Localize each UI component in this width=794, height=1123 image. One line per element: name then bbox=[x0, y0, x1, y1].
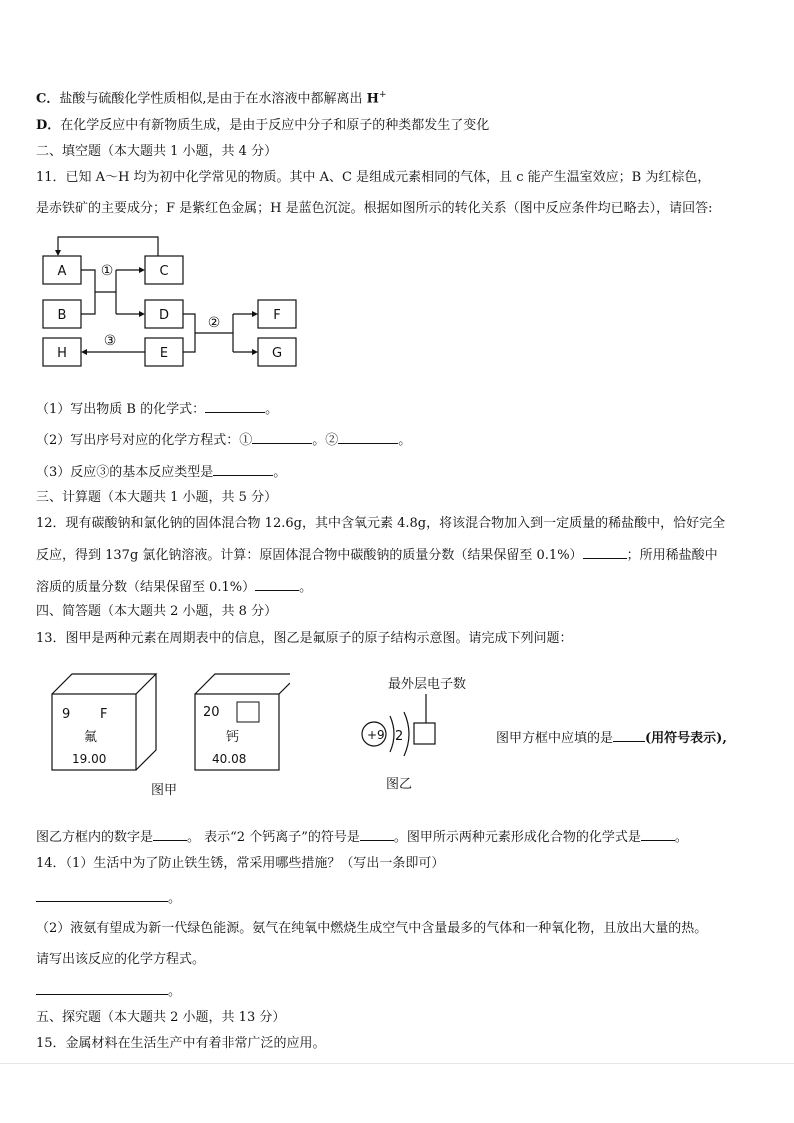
answer-blank[interactable] bbox=[205, 400, 265, 413]
calcium-number: 20 bbox=[203, 705, 220, 720]
figure-yi-caption: 图乙 bbox=[386, 777, 413, 792]
figure-yi bbox=[348, 672, 478, 796]
question-11-part1: （1）写出物质 B 的化学式： 。 bbox=[36, 402, 279, 417]
reaction-2-mark: ② bbox=[207, 315, 221, 331]
inner-shell-count: 2 bbox=[395, 729, 404, 744]
option-c: C．盐酸与硫酸化学性质相似,是由于在水溶液中都解离出 H+ bbox=[36, 90, 387, 107]
question-13-text: 13．图甲是两种元素在周期表中的信息，图乙是氟原子的原子结构示意图。请完成下列问题： bbox=[36, 631, 573, 646]
question-14-part2-answer: 。 bbox=[36, 982, 181, 1001]
figure-jia-caption: 图甲 bbox=[151, 783, 178, 798]
section-3-heading: 三、计算题（本大题共 1 小题，共 5 分） bbox=[36, 490, 278, 505]
question-14-part1: 14．（1）生活中为了防止铁生锈，常采用哪些措施？（写出一条即可） bbox=[36, 856, 445, 871]
section-5-heading: 五、探究题（本大题共 2 小题，共 13 分） bbox=[36, 1010, 286, 1025]
fluorine-symbol: F bbox=[100, 707, 108, 722]
question-14-part2-line1: （2）液氨有望成为新一代绿色能源。氨气在纯氧中燃烧生成空气中含量最多的气体和一种氧化物，且放出大量的热。 bbox=[36, 921, 708, 936]
page-bottom-rule bbox=[0, 1063, 794, 1064]
question-11-part3: （3）反应③的基本反应类型是 。 bbox=[36, 465, 287, 480]
conversion-diagram bbox=[40, 228, 310, 370]
question-14-part1-answer: 。 bbox=[36, 889, 181, 908]
fluorine-number: 9 bbox=[62, 707, 71, 722]
question-13-blanks: 图乙方框内的数字是 。 表示“2 个钙离子”的符号是 。图甲所示两种元素形成化合物的化学式是 。 bbox=[36, 830, 688, 845]
box-f-label: F bbox=[273, 308, 281, 323]
box-g-label: G bbox=[271, 346, 283, 361]
answer-blank[interactable] bbox=[36, 889, 168, 902]
answer-blank[interactable] bbox=[36, 982, 168, 995]
box-c-label: C bbox=[159, 264, 169, 279]
answer-blank[interactable] bbox=[360, 828, 394, 841]
calcium-name: 钙 bbox=[226, 730, 240, 745]
question-11-line1: 11．已知 A～H 均为初中化学常见的物质。其中 A、C 是组成元素相同的气体，且 c 能产生温室效应；B 为红棕色， bbox=[36, 170, 711, 185]
answer-blank[interactable] bbox=[252, 431, 312, 444]
question-15-text: 15．金属材料在生活生产中有着非常广泛的应用。 bbox=[36, 1036, 326, 1051]
answer-blank[interactable] bbox=[255, 578, 299, 591]
outer-shell-label: 最外层电子数 bbox=[388, 677, 467, 692]
box-d-label: D bbox=[158, 308, 170, 323]
box-b-label: B bbox=[57, 308, 67, 323]
nucleus-charge: +9 bbox=[367, 728, 385, 742]
answer-blank[interactable] bbox=[153, 828, 187, 841]
question-11-part2: （2）写出序号对应的化学方程式：① 。② 。 bbox=[36, 433, 412, 448]
question-12-line2: 反应，得到 137g 氯化钠溶液。计算：原固体混合物中碳酸钠的质量分数（结果保留至 0.1%） ；所用稀盐酸中 bbox=[36, 548, 718, 563]
box-e-label: E bbox=[159, 346, 169, 361]
answer-box[interactable] bbox=[414, 723, 435, 744]
section-4-heading: 四、简答题（本大题共 2 小题，共 8 分） bbox=[36, 604, 278, 619]
answer-blank[interactable] bbox=[641, 828, 675, 841]
section-2-heading: 二、填空题（本大题共 1 小题，共 4 分） bbox=[36, 144, 278, 159]
question-12-line3: 溶质的质量分数（结果保留至 0.1%） 。 bbox=[36, 580, 313, 595]
reaction-3-mark: ③ bbox=[103, 333, 117, 349]
calcium-mass: 40.08 bbox=[212, 752, 247, 766]
question-12-line1: 12．现有碳酸钠和氯化钠的固体混合物 12.6g，其中含氧元素 4.8g，将该混合物加入到一定质量的稀盐酸中，恰好完全 bbox=[36, 516, 726, 531]
box-h-label: H bbox=[57, 346, 67, 361]
box-a-label: A bbox=[57, 264, 67, 279]
figure-jia bbox=[40, 666, 290, 802]
question-11-line2: 是赤铁矿的主要成分；F 是紫红色金属；H 是蓝色沉淀。根据如图所示的转化关系（图中反应条件均已略去），请回答: bbox=[36, 201, 713, 216]
figure-jia-fill: 图甲方框中应填的是 (用符号表示), bbox=[496, 731, 727, 746]
answer-blank[interactable] bbox=[583, 546, 627, 559]
question-14-part2-line2: 请写出该反应的化学方程式。 bbox=[36, 952, 206, 967]
answer-blank[interactable] bbox=[338, 431, 398, 444]
option-d: D．在化学反应中有新物质生成，是由于反应中分子和原子的种类都发生了变化 bbox=[36, 118, 490, 133]
answer-blank[interactable] bbox=[613, 729, 645, 742]
fluorine-name: 氟 bbox=[84, 730, 98, 745]
answer-blank[interactable] bbox=[213, 463, 273, 476]
reaction-1-mark: ① bbox=[100, 263, 114, 279]
fluorine-mass: 19.00 bbox=[72, 752, 107, 766]
